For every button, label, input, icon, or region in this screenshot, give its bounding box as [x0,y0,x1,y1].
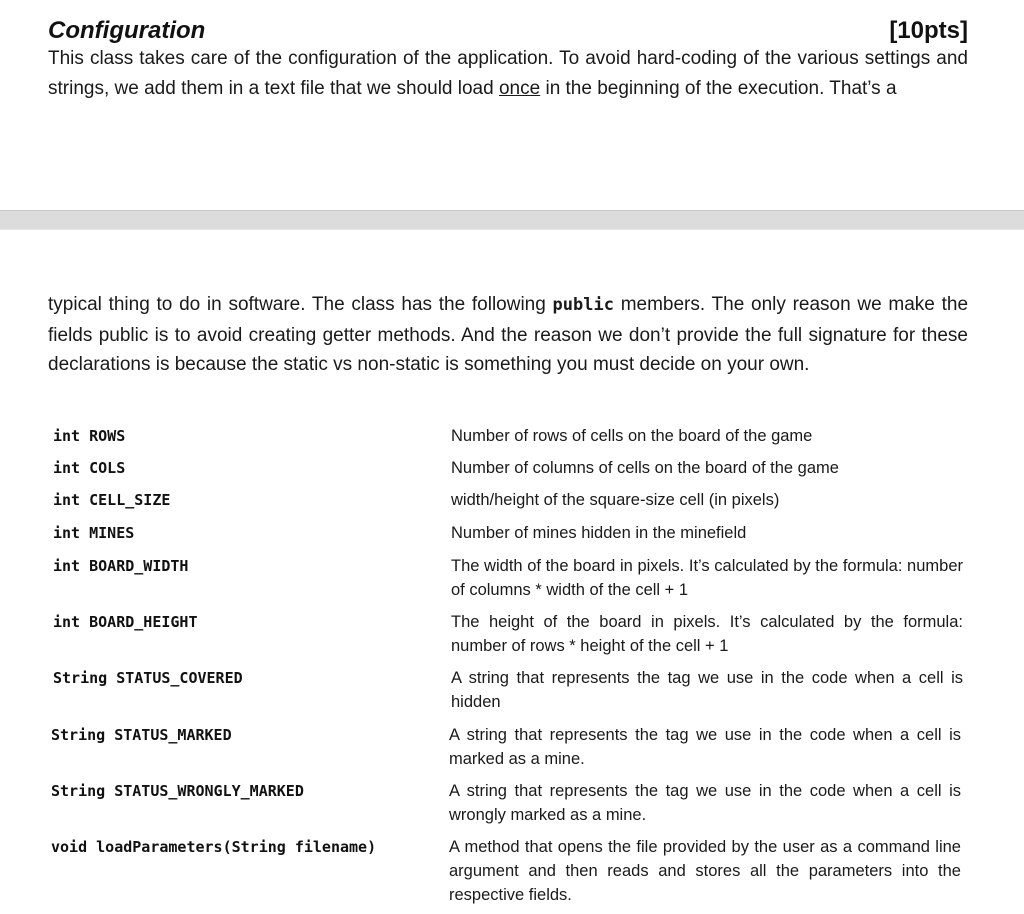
members-text-part1: typical thing to do in software. The class has the following [48,294,553,315]
member-description: Number of rows of cells on the board of the game [451,427,813,445]
member-declaration: String STATUS_WRONGLY_MARKED [51,782,304,800]
member-declaration: int BOARD_WIDTH [53,557,189,575]
member-description: The height of the board in pixels. It’s calculated by the formula: number of rows * height of the cell + 1 [451,613,963,655]
section-points: [10pts] [889,17,968,44]
member-declaration: String STATUS_MARKED [51,726,232,744]
intro-underlined-word: once [498,77,541,99]
member-declaration: int CELL_SIZE [53,491,171,509]
member-declaration: int MINES [53,524,135,542]
member-description: A method that opens the file provided by the user as a command line argument and then reads and stores all the parameters into the respective fields. [449,838,961,904]
member-description: width/height of the square-size cell (in pixels) [451,491,780,509]
member-description: Number of columns of cells on the board of the game [451,459,839,477]
member-description: A string that represents the tag we use in the code when a cell is marked as a mine. [449,726,961,768]
member-declaration: int ROWS [53,427,126,445]
intro-text-part2: in the beginning of the execution. That’s a [540,77,897,99]
member-declaration: int COLS [53,459,126,477]
member-description: A string that represents the tag we use in the code when a cell is wrongly marked as a mine. [449,782,961,824]
member-description: Number of mines hidden in the minefield [451,524,747,542]
member-declaration: void loadParameters(String filename) [51,838,377,856]
member-description: A string that represents the tag we use in the code when a cell is hidden [451,669,963,711]
member-declaration: int BOARD_HEIGHT [53,613,198,631]
members-text-part2: members. The only reason we make the fields public is to avoid creating getter methods. And the reason we don’t provide the full signature for these declarations is because the static vs non-static is something you must decide on your own. [48,294,969,375]
member-declaration: String STATUS_COVERED [53,669,243,687]
intro-text-part1: This class takes care of the configuration of the application. To avoid hard-coding of the various settings and strings, we add them in a text file that we should load [48,48,968,99]
member-description: The width of the board in pixels. It’s calculated by the formula: number of columns * width of the cell + 1 [451,557,963,599]
public-keyword: public [552,295,614,315]
section-title: Configuration [48,17,206,44]
